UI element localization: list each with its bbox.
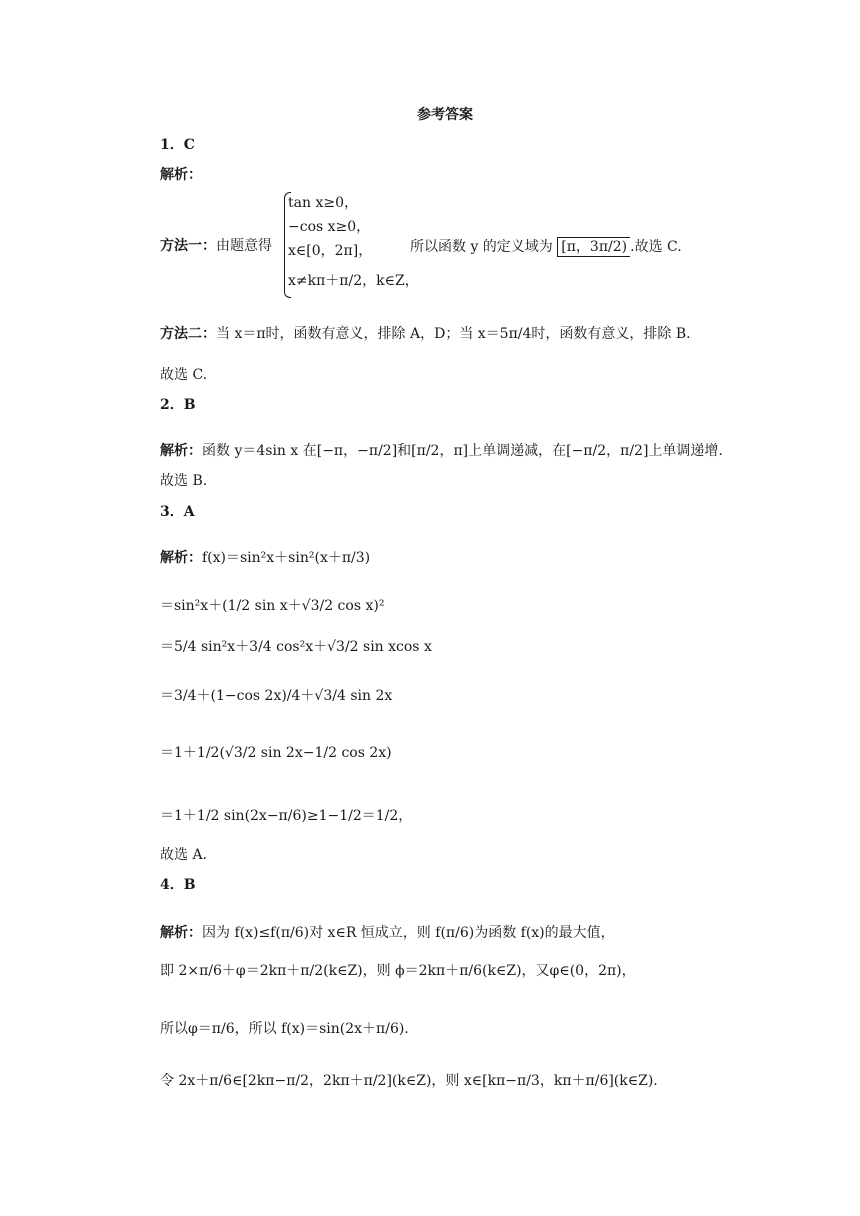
q1-method2-line [160, 325, 691, 343]
q4-analysis-label: 解析： [160, 925, 202, 941]
q3-step-1: f(x)＝sin²x＋sin²(x＋π/3) [202, 550, 371, 566]
q2-answer: 2．B [160, 397, 196, 413]
q2-final: 故选 B. [160, 473, 208, 489]
q3-answer: 3．A [160, 504, 195, 520]
q1-condition-system [284, 192, 419, 296]
q1-analysis-label: 解析： [160, 167, 202, 183]
q1-condition-4: x≠kπ＋π/2，k∈Z， [288, 273, 419, 289]
q2-line [160, 442, 723, 460]
q3-analysis-label: 解析： [160, 550, 202, 566]
q4-line-2: 即 2×π/6＋φ＝2kπ＋π/2(k∈Z)，则 ϕ＝2kπ＋π/6(k∈Z)，又φ∈(0，2π)， [160, 963, 636, 979]
q3-step-2: ＝sin²x＋(1/2 sin x＋√3/2 cos x)² [160, 598, 385, 614]
q4-line-4: 令 2x＋π/6∈[2kπ−π/2，2kπ＋π/2](k∈Z)，则 x∈[kπ−π/3，kπ＋π/6](k∈Z). [160, 1073, 658, 1089]
q3-final: 故选 A. [160, 847, 208, 863]
q1-domain-text: 所以函数 y 的定义域为 [410, 239, 553, 255]
q4-answer: 4．B [160, 877, 196, 893]
q1-final: 故选 C. [160, 367, 208, 383]
q1-domain-line [410, 237, 682, 257]
q1-method2-label: 方法二： [160, 326, 216, 342]
q1-condition-2: −cos x≥0， [288, 219, 371, 235]
q2-text: 函数 y＝4sin x 在[−π，−π/2]和[π/2，π]上单调递减，在[−π/2，π/2]上单调递增. [202, 443, 723, 459]
q1-method2-text: 当 x＝π时，函数有意义，排除 A，D；当 x＝5π/4时，函数有意义，排除 B. [216, 326, 691, 342]
page-heading: 参考答案 [417, 107, 473, 123]
q3-step-5: ＝1＋1/2(√3/2 sin 2x−1/2 cos 2x) [160, 745, 392, 761]
q1-answer: 1．C [160, 137, 195, 153]
q4-line-1 [160, 924, 615, 942]
q3-step-1-line [160, 549, 370, 567]
q1-method1-text: 由题意得 [216, 238, 272, 254]
q1-condition-1: tan x≥0， [288, 195, 358, 211]
q3-step-3: ＝5/4 sin²x＋3/4 cos²x＋√3/2 sin xcos x [160, 639, 432, 655]
q1-conclusion: .故选 C. [630, 239, 682, 255]
q4-text-1: 因为 f(x)≤f(π/6)对 x∈R 恒成立，则 f(π/6)为函数 f(x)的最大值， [202, 925, 615, 941]
q3-step-6: ＝1＋1/2 sin(2x−π/6)≥1−1/2＝1/2， [160, 808, 413, 824]
q1-method1-line [160, 237, 272, 255]
q2-analysis-label: 解析： [160, 443, 202, 459]
q3-step-4: ＝3/4＋(1−cos 2x)/4＋√3/4 sin 2x [160, 688, 393, 704]
q1-method1-label: 方法一： [160, 238, 216, 254]
q1-condition-3: x∈[0，2π]， [288, 243, 373, 259]
q1-domain-interval: [π，3π/2) [557, 237, 630, 257]
q4-line-3: 所以φ＝π/6，所以 f(x)＝sin(2x＋π/6). [160, 1021, 409, 1037]
